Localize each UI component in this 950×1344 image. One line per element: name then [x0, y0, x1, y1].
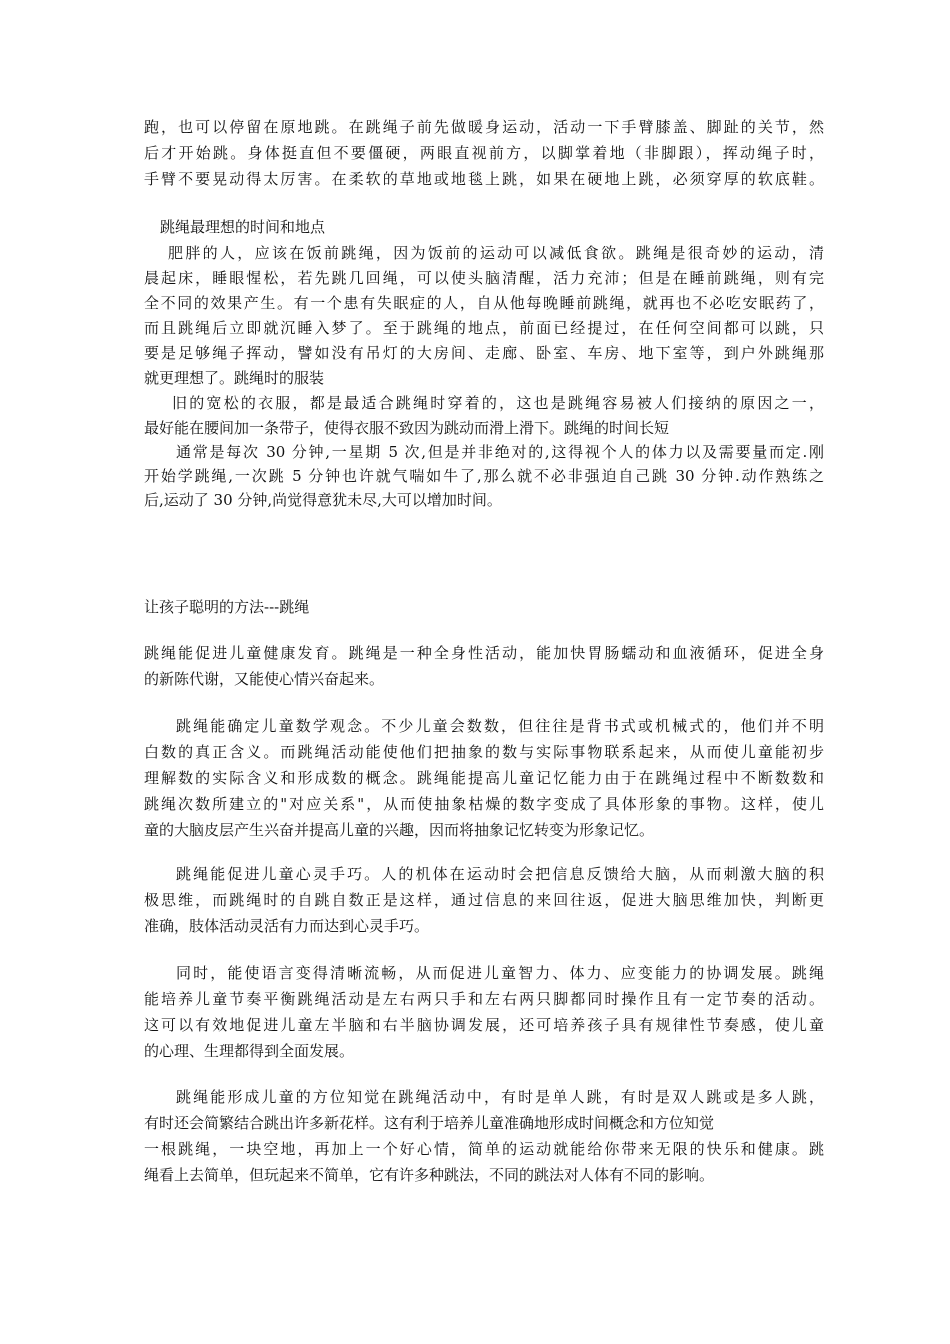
- paragraph-line: 的新陈代谢，又能使心情兴奋起来。: [144, 670, 385, 688]
- paragraph-line: 全不同的效果产生。有一个患有失眠症的人，自从他每晚睡前跳绳，就再也不必吃安眠药了，: [144, 294, 824, 312]
- paragraph-line: 能培养儿童节奏平衡跳绳活动是左右两只手和左右两只脚都同时操作且有一定节奏的活动。: [144, 990, 824, 1008]
- paragraph-line: 绳看上去简单，但玩起来不简单，它有许多种跳法，不同的跳法对人体有不同的影响。: [144, 1166, 715, 1184]
- paragraph-line: 而且跳绳后立即就沉睡入梦了。至于跳绳的地点，前面已经提过，在任何空间都可以跳，只: [144, 319, 824, 337]
- paragraph-line: 准确，肢体活动灵活有力而达到心灵手巧。: [144, 917, 430, 935]
- paragraph-line: 肥胖的人，应该在饭前跳绳，因为饭前的运动可以减低食欲。跳绳是很奇妙的运动，清: [168, 244, 824, 262]
- paragraph-line: 跳绳能促进儿童心灵手巧。人的机体在运动时会把信息反馈给大脑，从而刺激大脑的积: [176, 865, 824, 883]
- paragraph-line: 手臂不要晃动得太厉害。在柔软的草地或地毯上跳，如果在硬地上跳，必须穿厚的软底鞋。: [144, 170, 824, 188]
- paragraph-line: 最好能在腰间加一条带子，使得衣服不致因为跳动而滑上滑下。跳绳的时间长短: [144, 419, 670, 437]
- article-title: 让孩子聪明的方法---跳绳: [144, 598, 310, 616]
- paragraph-line: 童的大脑皮层产生兴奋并提高儿童的兴趣，因而将抽象记忆转变为形象记忆。: [144, 821, 655, 839]
- paragraph-line: 跳绳能促进儿童健康发育。跳绳是一种全身性活动，能加快胃肠蠕动和血液循环，促进全身: [144, 644, 824, 662]
- paragraph-line: 后才开始跳。身体挺直但不要僵硬，两眼直视前方，以脚掌着地（非脚跟），挥动绳子时，: [144, 144, 824, 162]
- paragraph-line: 跑，也可以停留在原地跳。在跳绳子前先做暖身运动，活动一下手臂膝盖、脚趾的关节，然: [144, 118, 824, 136]
- paragraph-line: 的心理、生理都得到全面发展。: [144, 1042, 355, 1060]
- paragraph-line: 极思维，而跳绳时的自跳自数正是这样，通过信息的来回往返，促进大脑思维加快，判断更: [144, 891, 824, 909]
- paragraph-line: 就更理想了。跳绳时的服装: [144, 369, 325, 387]
- paragraph-line: 跳绳次数所建立的"对应关系"，从而使抽象枯燥的数字变成了具体形象的事物。这样，使儿: [144, 795, 824, 813]
- paragraph-line: 白数的真正含义。而跳绳活动能使他们把抽象的数与实际事物联系起来，从而使儿童能初步: [144, 743, 824, 761]
- paragraph-line: 后,运动了 30 分钟,尚觉得意犹未尽,大可以增加时间。: [144, 491, 502, 509]
- paragraph-line: 要是足够绳子挥动，譬如没有吊灯的大房间、走廊、卧室、车房、地下室等，到户外跳绳那: [144, 344, 824, 362]
- paragraph-line: 跳绳能确定儿童数学观念。不少儿童会数数，但往往是背书式或机械式的，他们并不明: [176, 717, 824, 735]
- paragraph-line: 跳绳能形成儿童的方位知觉在跳绳活动中，有时是单人跳，有时是双人跳或是多人跳，: [176, 1088, 824, 1106]
- paragraph-line: 旧的宽松的衣服，都是最适合跳绳时穿着的，这也是跳绳容易被人们接纳的原因之一，: [172, 394, 824, 412]
- paragraph-line: 同时，能使语言变得清晰流畅，从而促进儿童智力、体力、应变能力的协调发展。跳绳: [176, 964, 824, 982]
- paragraph-line: 通常是每次 30 分钟,一星期 5 次,但是并非绝对的,这得视个人的体力以及需要量而定.刚: [176, 443, 824, 461]
- paragraph-line: 开始学跳绳,一次跳 5 分钟也许就气喘如牛了,那么就不必非强迫自己跳 30 分钟.动作熟练之: [144, 467, 824, 485]
- paragraph-line: 理解数的实际含义和形成数的概念。跳绳能提高儿童记忆能力由于在跳绳过程中不断数数和: [144, 769, 824, 787]
- section-heading: 跳绳最理想的时间和地点: [160, 218, 326, 236]
- paragraph-line: 一根跳绳，一块空地，再加上一个好心情，简单的运动就能给你带来无限的快乐和健康。跳: [144, 1140, 824, 1158]
- paragraph-line: 有时还会简繁结合跳出许多新花样。这有利于培养儿童准确地形成时间概念和方位知觉: [144, 1114, 715, 1132]
- paragraph-line: 这可以有效地促进儿童左半脑和右半脑协调发展，还可培养孩子具有规律性节奏感，使儿童: [144, 1016, 824, 1034]
- paragraph-line: 晨起床，睡眼惺松，若先跳几回绳，可以使头脑清醒，活力充沛；但是在睡前跳绳，则有完: [144, 269, 824, 287]
